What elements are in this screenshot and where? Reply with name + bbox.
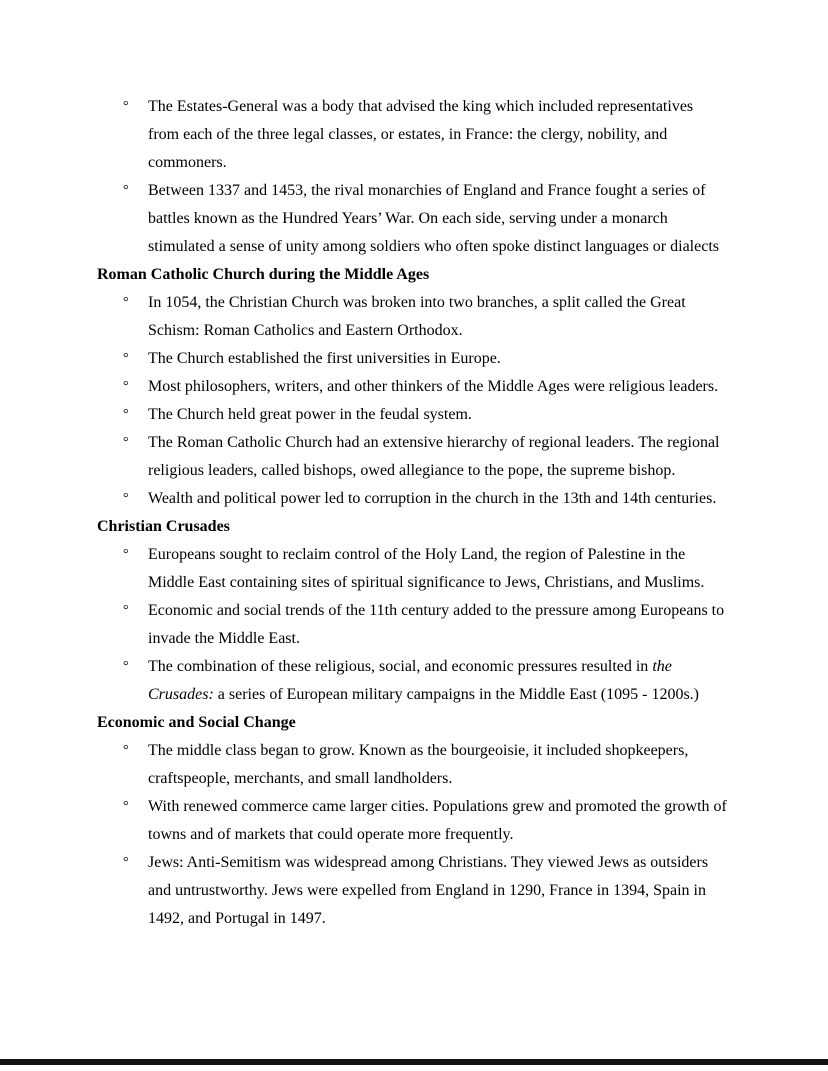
- bullet-item: [97, 597, 728, 653]
- bullet-text: [148, 653, 728, 709]
- bullet-text: Wealth and political power led to corruption in the church in the 13th and 14th centuries.: [148, 490, 717, 507]
- bullet-icon: °: [123, 799, 129, 814]
- bullet-icon: °: [123, 855, 129, 870]
- bullet-text: Most philosophers, writers, and other thinkers of the Middle Ages were religious leaders.: [148, 378, 719, 395]
- bullet-item: [97, 289, 728, 345]
- bullet-item: [97, 345, 728, 373]
- bullet-item: [97, 849, 728, 933]
- bullet-text: Jews: Anti-Semitism was widespread among Christians. They viewed Jews as outsiders and untrustworthy. Jews were expelled from England in 1290, France in 1394, Spain in 1492, and Portugal in 1497.: [148, 854, 709, 927]
- bullet-icon: °: [123, 743, 129, 758]
- bullet-text: Between 1337 and 1453, the rival monarchies of England and France fought a series of battles known as the Hundred Years’ War. On each side, serving under a monarch stimulated a sense of unity among soldiers who often spoke distinct languages or dialects: [148, 182, 719, 255]
- bullet-item: [97, 793, 728, 849]
- bullet-item: [97, 177, 728, 261]
- bullet-text-segment: a series of European military campaigns in the Middle East (1095 - 1200s.): [213, 686, 699, 703]
- section-heading-christian-crusades: Christian Crusades: [97, 518, 230, 535]
- bullet-text: Economic and social trends of the 11th century added to the pressure among Europeans to invade the Middle East.: [148, 602, 725, 647]
- bullet-item: [97, 653, 728, 709]
- bullet-icon: °: [123, 435, 129, 450]
- section-heading-economic-social-change: Economic and Social Change: [97, 714, 296, 731]
- bullet-item: [97, 93, 728, 177]
- bullet-icon: °: [123, 295, 129, 310]
- bullet-text: In 1054, the Christian Church was broken into two branches, a split called the Great Schism: Roman Catholics and Eastern Orthodox.: [148, 294, 686, 339]
- bullet-item: [97, 541, 728, 597]
- bullet-text: The Estates-General was a body that advised the king which included representatives from each of the three legal classes, or estates, in France: the clergy, nobility, and commoners.: [148, 98, 694, 171]
- bullet-icon: °: [123, 99, 129, 114]
- section-heading-roman-catholic-church: Roman Catholic Church during the Middle Ages: [97, 266, 430, 283]
- bullet-text: The Church held great power in the feudal system.: [148, 406, 472, 423]
- bullet-icon: °: [123, 547, 129, 562]
- bullet-text: The Church established the first universities in Europe.: [148, 350, 501, 367]
- bullet-icon: °: [123, 491, 129, 506]
- bullet-item: [97, 401, 728, 429]
- bullet-text: The middle class began to grow. Known as the bourgeoisie, it included shopkeepers, craftspeople, merchants, and small landholders.: [148, 742, 689, 787]
- bullet-icon: °: [123, 407, 129, 422]
- bullet-text: With renewed commerce came larger cities. Populations grew and promoted the growth of towns and of markets that could operate more frequently.: [148, 798, 727, 843]
- bullet-text: Europeans sought to reclaim control of the Holy Land, the region of Palestine in the Middle East containing sites of spiritual significance to Jews, Christians, and Muslims.: [148, 546, 705, 591]
- bullet-item: [97, 373, 728, 401]
- bullet-text-italic-segment: the Crusades:: [148, 658, 672, 703]
- bullet-text: The Roman Catholic Church had an extensive hierarchy of regional leaders. The regional religious leaders, called bishops, owed allegiance to the pope, the supreme bishop.: [148, 434, 720, 479]
- bullet-icon: °: [123, 183, 129, 198]
- bullet-item: [97, 737, 728, 793]
- page-bottom-edge: [0, 1059, 828, 1065]
- bullet-icon: °: [123, 659, 129, 674]
- bullet-item: [97, 429, 728, 485]
- bullet-icon: °: [123, 603, 129, 618]
- bullet-icon: °: [123, 351, 129, 366]
- bullet-text-segment: The combination of these religious, social, and economic pressures resulted in: [148, 658, 653, 675]
- bullet-icon: °: [123, 379, 129, 394]
- bullet-item: [97, 485, 728, 513]
